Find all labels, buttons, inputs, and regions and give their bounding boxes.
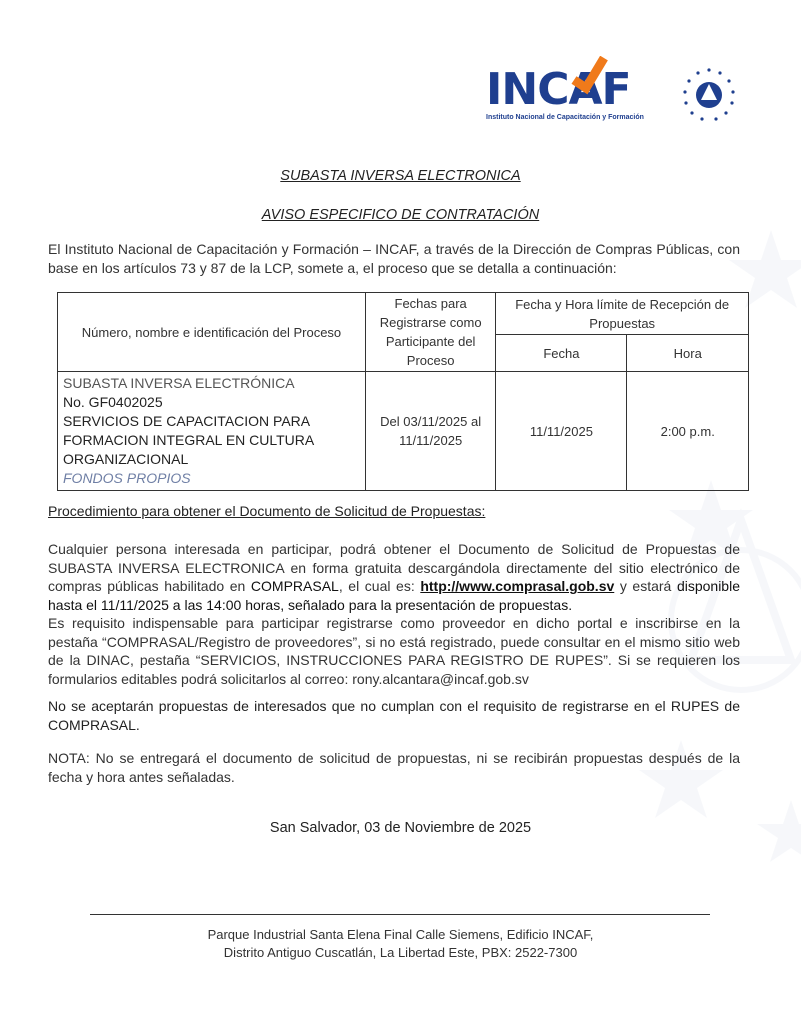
- procedure-paragraph: [48, 540, 740, 688]
- process-number: No. GF0402025: [63, 394, 163, 410]
- warning-paragraph: No se aceptarán propuestas de interesados que no cumplan con el requisito de registrarse en el RUPES de COMPRASAL.: [48, 698, 740, 733]
- process-table: [57, 292, 749, 491]
- header-logos: [486, 64, 746, 134]
- document-title: SUBASTA INVERSA ELECTRONICA: [280, 168, 521, 184]
- footer-line-2: Distrito Antiguo Cuscatlán, La Libertad Este, PBX: 2522-7300: [223, 945, 578, 960]
- procedure-text: Cualquier persona interesada en participar, podrá obtener el Documento de Solicitud de Propuestas de SUBASTA INVERSA ELECTRONICA en forma gratuita descargándola directamente del sitio electrónico de compras públicas habilitado en: [48, 541, 740, 594]
- header-date: Fecha: [496, 335, 627, 372]
- header-registration-dates: Fechas para Registrarse como Participante del Proceso: [365, 293, 495, 372]
- incaf-logo: INCAF: [486, 64, 631, 115]
- checkmark-logo-icon: [570, 56, 610, 96]
- footer-line-1: Parque Industrial Santa Elena Final Calle Siemens, Edificio INCAF,: [207, 927, 594, 942]
- procedure-text: y estará: [614, 578, 677, 594]
- availability-text: disponible hasta el 11/11/2025 a las 14:00 horas, señalado para la presentación de propuestas.: [48, 578, 740, 613]
- deadline-time: 2:00 p.m.: [627, 372, 749, 491]
- comprasal-text: COMPRASAL: [250, 578, 339, 594]
- comprasal-link[interactable]: http://www.comprasal.gob.sv: [420, 578, 615, 594]
- header-deadline-group: Fecha y Hora límite de Recepción de Propuestas: [496, 293, 749, 335]
- requirement-text: Es requisito indispensable para participar registrarse como proveedor en dicho portal e inscribirse en la pestaña “COMPRASAL/Registro de proveedores”, si no está registrado, puede consultar en el mismo sitio web de la DINAC, pestaña “SERVICIOS, INSTRUCCIONES PARA REGISTRO DE RUPES”. Si se requieren los formularios editables podrá solicitarlos al correo: rony.alcantara@incaf.gob.sv: [48, 615, 740, 687]
- registration-dates: Del 03/11/2025 al 11/11/2025: [365, 372, 495, 491]
- funding-source: FONDOS PROPIOS: [63, 470, 191, 486]
- footer-address: [0, 926, 801, 962]
- footer-divider: [90, 914, 710, 915]
- logo-subtitle: Instituto Nacional de Capacitación y Formación: [486, 114, 644, 121]
- process-description: [58, 372, 366, 491]
- intro-paragraph: El Instituto Nacional de Capacitación y Formación – INCAF, a través de la Dirección de Compras Públicas, con base en los artículos 73 y 87 de la LCP, somete a, el proceso que se detalla a continuación:: [48, 241, 740, 276]
- table-row: [58, 372, 749, 491]
- document-subtitle: AVISO ESPECIFICO DE CONTRATACIÓN: [261, 207, 540, 223]
- el-salvador-seal-icon: [680, 66, 738, 124]
- place-date: San Salvador, 03 de Noviembre de 2025: [269, 820, 532, 836]
- header-time: Hora: [627, 335, 749, 372]
- process-type: SUBASTA INVERSA ELECTRÓNICA: [63, 375, 295, 391]
- process-name: SERVICIOS DE CAPACITACION PARA FORMACION INTEGRAL EN CULTURA ORGANIZACIONAL: [63, 413, 314, 467]
- deadline-date: 11/11/2025: [496, 372, 627, 491]
- procedure-text: , el cual es:: [338, 578, 421, 594]
- header-process: Número, nombre e identificación del Proceso: [58, 293, 366, 372]
- procedure-heading: Procedimiento para obtener el Documento de Solicitud de Propuestas:: [48, 503, 486, 519]
- note-paragraph: NOTA: No se entregará el documento de solicitud de propuestas, ni se recibirán propuestas después de la fecha y hora antes señaladas.: [48, 750, 740, 785]
